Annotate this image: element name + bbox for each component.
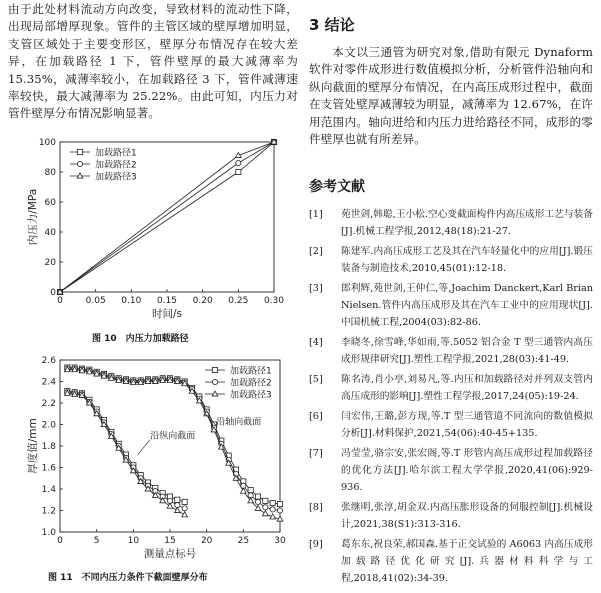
x-axis-label: 时间/s [151, 308, 183, 320]
y-tick-label: 2.2 [41, 399, 56, 409]
reference-number: [7] [309, 447, 323, 459]
x-tick-label: 0.30 [263, 296, 285, 306]
x-tick-label: 0.15 [156, 296, 178, 306]
data-point [175, 497, 180, 502]
x-tick-label: 20 [200, 536, 213, 546]
reference-text: 李晓冬,徐雪峰,华如雨,等.5052 铝合金 T 型三通管内高压成形规律研究[J].塑性工程学报,2021,28(03):41-49. [341, 336, 593, 366]
figure-10-chart [8, 134, 298, 322]
data-point [77, 149, 82, 154]
y-axis-label: 厚度值/mm [27, 418, 39, 474]
data-point [77, 173, 83, 178]
reference-text: 苑世剑,韩聪,王小松.空心变截面构件内高压成形工艺与装备[J].机械工程学报,2012,48(18):21-27. [341, 209, 593, 238]
y-tick-label: 0 [50, 288, 56, 298]
x-tick-label: 0.10 [121, 296, 142, 306]
data-point [212, 391, 218, 396]
data-point [182, 512, 188, 517]
data-point [277, 508, 282, 513]
figure-11-caption: 图 11 不同内压力条件下截面壁厚分布 [48, 573, 208, 583]
y-tick-label: 100 [38, 138, 56, 148]
x-axis-label: 测量点标号 [143, 548, 197, 560]
reference-number: [1] [309, 209, 323, 220]
series-line [60, 142, 274, 292]
reference-text: 郎利辉,苑世剑,王仲仁,等,Joachim Danckert,Karl Brian Nielsen.管件内高压成形及其在汽车工业中的应用现状[J].中国机械工程,2004(03):82-86. [341, 282, 593, 329]
figure-11-chart [8, 352, 298, 562]
x-tick-label: 0 [57, 536, 63, 546]
data-point [270, 507, 275, 512]
reference-item [309, 445, 593, 497]
annotation-label: 沿纵向截面 [150, 431, 196, 442]
reference-number: [9] [309, 538, 323, 550]
data-point [262, 511, 268, 516]
figure-10-caption: 图 10 内压力加载路径 [92, 334, 189, 344]
x-tick-label: 5 [93, 536, 100, 546]
reference-text: 闫宏伟,王璐,彭方现,等.T 型三通管道不同流向的数值模拟分析[J].材料保护,2021,54(06):40-45+135. [341, 410, 593, 440]
annotation-leader [138, 440, 150, 455]
x-tick-label: 0.20 [192, 296, 213, 306]
reference-text: 张继明,张淳,胡金双.内高压胀形设备的伺服控制[J].机械设计,2021,38(S1):313-316. [341, 501, 593, 531]
section-title: 3 结论 [309, 16, 355, 34]
plot-frame [60, 142, 274, 292]
y-tick-label: 40 [44, 228, 56, 238]
data-point [236, 169, 241, 174]
data-point [77, 161, 82, 166]
y-tick-label: 2.0 [41, 420, 56, 431]
legend-label: 加载路径2 [230, 378, 272, 389]
x-tick-label: 25 [237, 536, 250, 546]
reference-text: 陈名涛,肖小亭,刘易凡,等.内压和加载路径对并列双支管内高压成形的影响[J].塑性工程学报,2017,24(05):19-24. [341, 373, 593, 403]
results-paragraph: 由于此处材料流动方向改变，导致材料的流动性下降，出现局部增厚现象。管件的主管区域的壁厚增加明显，支管区域处于主要变形区，壁厚分布情况存在较大差异，在加载路径 1 下，管件壁厚的最大减薄率为 15.35%，减薄率较小，在加载路径 3 下，管件减薄速率较快，最大减薄率为 25.22%。由此可知，内压力对管件壁厚分布情况影响显著。 [8, 2, 298, 121]
reference-item [309, 243, 593, 278]
data-point [270, 500, 275, 505]
y-axis-label: 内压力/MPa [27, 188, 39, 246]
data-point [263, 505, 268, 510]
series-line [67, 392, 184, 508]
reference-item [309, 206, 593, 241]
y-tick-label: 1.0 [41, 528, 56, 538]
data-point [182, 499, 187, 504]
y-tick-label: 2.4 [41, 377, 56, 388]
y-tick-label: 1.6 [41, 463, 56, 474]
data-point [174, 508, 180, 513]
data-point [263, 498, 268, 503]
reference-number: [4] [309, 336, 323, 348]
y-tick-label: 80 [44, 168, 56, 178]
reference-number: [2] [309, 245, 323, 257]
reference-item [309, 536, 593, 588]
legend-label: 加载路径3 [230, 390, 272, 401]
legend-label: 加载路径2 [95, 160, 137, 171]
x-tick-label: 0.05 [85, 296, 106, 306]
series-line [67, 391, 184, 502]
references-list [309, 206, 593, 590]
y-tick-label: 2.6 [41, 356, 56, 366]
x-tick-label: 15 [164, 536, 176, 546]
conclusion-paragraph: 本文以三通管为研究对象,借助有限元 Dynaform 软件对零件成形进行数值模拟分析，分析管件沿轴向和纵向截面的壁厚分布情况，在内高压成形过程中，截面在支管处壁厚减薄较为明显，减薄率为 12.67%，在许用范围内。轴向进给和内压力进给路径不同，成形的零件壁厚也就有所差异。 [309, 45, 593, 147]
y-tick-label: 60 [44, 198, 56, 208]
annotation-label: 沿轴向截面 [216, 417, 262, 428]
y-tick-label: 20 [44, 258, 56, 268]
reference-item [309, 408, 593, 443]
data-point [212, 379, 217, 384]
data-point [167, 503, 173, 508]
y-tick-label: 1.2 [41, 506, 56, 517]
y-tick-label: 1.4 [41, 485, 56, 495]
legend-label: 加载路径1 [230, 366, 272, 377]
reference-text: 冯莹莹,骆宗安,张宏阁,等.T 形管内高压成形过程加载路径的优化方法[J].哈尔滨工程大学学报,2020,41(06):929-936. [341, 447, 593, 494]
reference-text: 陈建军.内高压成形工艺及其在汽车轻量化中的应用[J].锻压装备与制造技术,2010,45(01):12-18. [341, 245, 593, 275]
legend-label: 加载路径1 [95, 148, 137, 159]
x-tick-label: 10 [127, 536, 140, 546]
x-tick-label: 0 [57, 296, 63, 306]
annotation-leader [205, 414, 216, 426]
series-line [60, 142, 274, 292]
reference-number: [3] [309, 282, 323, 294]
data-point [182, 506, 187, 511]
reference-number: [8] [309, 501, 323, 513]
reference-number: [5] [309, 373, 323, 385]
reference-item [309, 499, 593, 534]
data-point [255, 494, 260, 499]
data-point [277, 501, 282, 506]
y-tick-label: 1.8 [41, 442, 56, 452]
reference-item [309, 371, 593, 406]
reference-number: [6] [309, 410, 323, 422]
data-point [255, 499, 260, 504]
reference-text: 葛东东,祝良荣,郝国森.基于正交试验的 A6063 内高压成形加载路径优化研究[J].兵器材料科学与工程,2018,41(02):34-39. [341, 538, 593, 585]
data-point [236, 160, 241, 165]
reference-item [309, 280, 593, 332]
x-tick-label: 0.25 [228, 296, 249, 306]
references-title: 参考文献 [309, 179, 365, 195]
legend-label: 加载路径3 [95, 172, 137, 183]
data-point [212, 367, 217, 372]
data-point [248, 487, 253, 492]
series-line [60, 142, 274, 292]
reference-item [309, 334, 593, 369]
x-tick-label: 30 [274, 536, 286, 546]
